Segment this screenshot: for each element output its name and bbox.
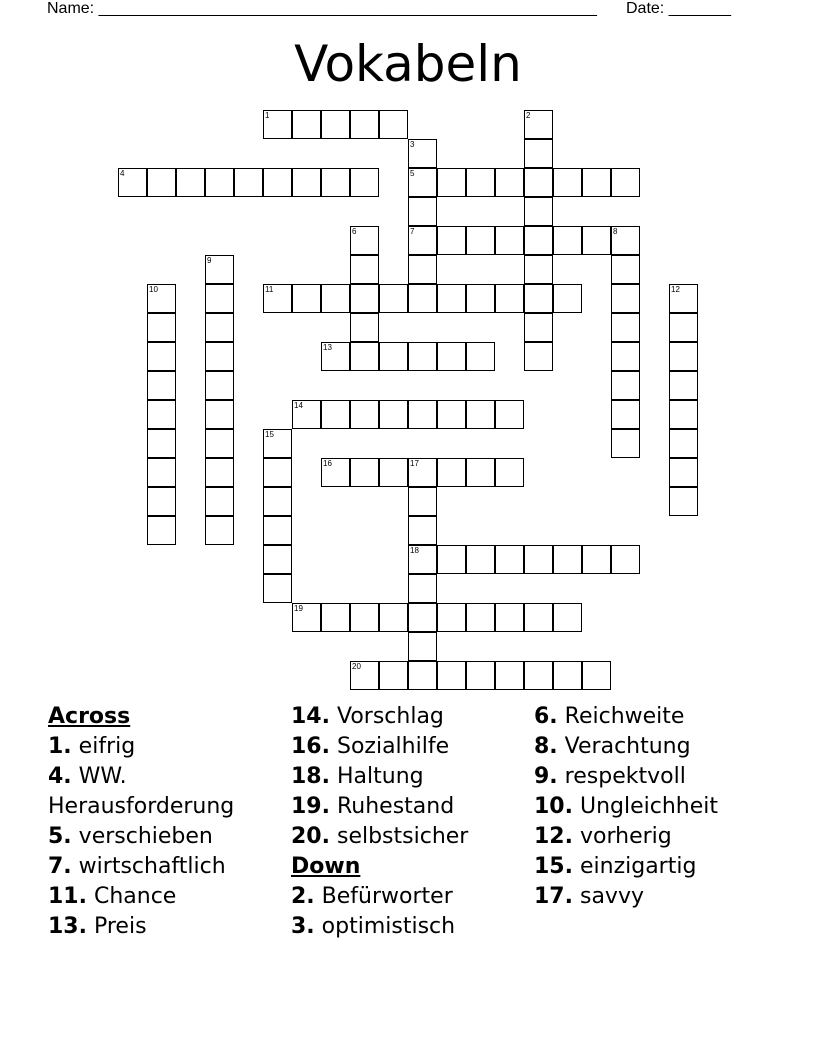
- clue-text: wirtschaftlich: [78, 854, 226, 879]
- cell-number: 11: [265, 285, 274, 294]
- cell-number: 12: [671, 285, 680, 294]
- clue-number: 15.: [534, 854, 573, 879]
- grid-cell[interactable]: [466, 284, 495, 313]
- cell-number: 6: [352, 227, 357, 236]
- clue-number: 6.: [534, 704, 558, 729]
- clue-item: [534, 762, 718, 792]
- grid-cell[interactable]: [437, 545, 466, 574]
- grid-cell[interactable]: [350, 661, 379, 690]
- grid-cell[interactable]: [379, 458, 408, 487]
- clue-text: vorherig: [579, 824, 672, 849]
- clue-text: Chance: [93, 884, 177, 909]
- grid-cell[interactable]: [582, 226, 611, 255]
- grid-cell[interactable]: [669, 487, 698, 516]
- grid-cell[interactable]: [524, 284, 553, 313]
- clue-text: Preis: [93, 914, 147, 939]
- grid-cell[interactable]: [321, 110, 350, 139]
- grid-cell[interactable]: [408, 342, 437, 371]
- clue-number: 20.: [291, 824, 330, 849]
- clue-text: Ungleichheit: [579, 794, 719, 819]
- grid-cell[interactable]: [350, 284, 379, 313]
- grid-cell[interactable]: [350, 400, 379, 429]
- grid-cell[interactable]: [611, 226, 640, 255]
- grid-cell[interactable]: [263, 487, 292, 516]
- grid-cell[interactable]: [292, 168, 321, 197]
- grid-cell[interactable]: [350, 226, 379, 255]
- clue-item: [534, 852, 718, 882]
- grid-cell[interactable]: [524, 139, 553, 168]
- clue-number: 16.: [291, 734, 330, 759]
- grid-cell[interactable]: [466, 226, 495, 255]
- clue-number: 2.: [291, 884, 315, 909]
- grid-cell[interactable]: [611, 371, 640, 400]
- cell-number: 13: [323, 343, 332, 352]
- grid-cell[interactable]: [466, 168, 495, 197]
- grid-cell[interactable]: [350, 110, 379, 139]
- clue-item: [534, 702, 718, 732]
- grid-cell[interactable]: [147, 168, 176, 197]
- grid-cell[interactable]: [466, 400, 495, 429]
- grid-cell[interactable]: [263, 284, 292, 313]
- grid-cell[interactable]: [437, 284, 466, 313]
- grid-cell[interactable]: [350, 255, 379, 284]
- grid-cell[interactable]: [408, 545, 437, 574]
- cell-number: 1: [265, 111, 270, 120]
- clue-item: [534, 732, 718, 762]
- grid-cell[interactable]: [669, 342, 698, 371]
- grid-cell[interactable]: [437, 661, 466, 690]
- grid-cell[interactable]: [611, 313, 640, 342]
- grid-cell[interactable]: [553, 545, 582, 574]
- clue-item: [534, 822, 718, 852]
- grid-cell[interactable]: [466, 342, 495, 371]
- clue-number: 1.: [48, 734, 72, 759]
- grid-cell[interactable]: [147, 284, 176, 313]
- clue-number: 11.: [48, 884, 87, 909]
- grid-cell[interactable]: [205, 255, 234, 284]
- grid-cell[interactable]: [205, 516, 234, 545]
- grid-cell[interactable]: [669, 313, 698, 342]
- grid-cell[interactable]: [582, 168, 611, 197]
- grid-cell[interactable]: [205, 458, 234, 487]
- grid-cell[interactable]: [437, 342, 466, 371]
- grid-cell[interactable]: [611, 400, 640, 429]
- grid-cell[interactable]: [205, 371, 234, 400]
- grid-cell[interactable]: [524, 226, 553, 255]
- down-heading: Down: [291, 854, 361, 879]
- grid-cell[interactable]: [321, 168, 350, 197]
- clue-number: 12.: [534, 824, 573, 849]
- grid-cell[interactable]: [176, 168, 205, 197]
- grid-cell[interactable]: [495, 284, 524, 313]
- grid-cell[interactable]: [408, 574, 437, 603]
- grid-cell[interactable]: [263, 516, 292, 545]
- grid-cell[interactable]: [234, 168, 263, 197]
- cell-number: 17: [410, 459, 419, 468]
- grid-cell[interactable]: [263, 458, 292, 487]
- grid-cell[interactable]: [350, 458, 379, 487]
- clue-number: 5.: [48, 824, 72, 849]
- grid-cell[interactable]: [263, 168, 292, 197]
- grid-cell[interactable]: [495, 661, 524, 690]
- grid-cell[interactable]: [408, 632, 437, 661]
- grid-cell[interactable]: [611, 284, 640, 313]
- clue-column-3: [534, 702, 718, 912]
- grid-cell[interactable]: [437, 168, 466, 197]
- grid-cell[interactable]: [553, 284, 582, 313]
- clue-number: 8.: [534, 734, 558, 759]
- cell-number: 7: [410, 227, 415, 236]
- clue-text: Vorschlag: [336, 704, 444, 729]
- clue-number: 19.: [291, 794, 330, 819]
- grid-cell[interactable]: [147, 429, 176, 458]
- clue-item: [48, 852, 234, 882]
- grid-cell[interactable]: [611, 168, 640, 197]
- cell-number: 9: [207, 256, 212, 265]
- clue-text: Haltung: [336, 764, 424, 789]
- clue-text: Ruhestand: [336, 794, 455, 819]
- clue-item: [291, 732, 468, 762]
- grid-cell[interactable]: [408, 487, 437, 516]
- grid-cell[interactable]: [495, 168, 524, 197]
- grid-cell[interactable]: [466, 603, 495, 632]
- grid-cell[interactable]: [524, 603, 553, 632]
- clue-item: [48, 762, 234, 792]
- grid-cell[interactable]: [524, 342, 553, 371]
- grid-cell[interactable]: [118, 168, 147, 197]
- name-label: Name: ________________________________________________________: [47, 0, 597, 17]
- grid-cell[interactable]: [611, 255, 640, 284]
- date-label: Date: _______: [626, 0, 731, 17]
- cell-number: 10: [149, 285, 158, 294]
- grid-cell[interactable]: [321, 342, 350, 371]
- cell-number: 15: [265, 430, 274, 439]
- grid-cell[interactable]: [292, 603, 321, 632]
- clue-number: 3.: [291, 914, 315, 939]
- grid-cell[interactable]: [408, 400, 437, 429]
- grid-cell[interactable]: [263, 110, 292, 139]
- grid-cell[interactable]: [408, 197, 437, 226]
- grid-cell[interactable]: [437, 226, 466, 255]
- clue-number: 13.: [48, 914, 87, 939]
- clue-text: Reichweite: [564, 704, 685, 729]
- grid-cell[interactable]: [147, 313, 176, 342]
- clue-text: Sozialhilfe: [336, 734, 450, 759]
- grid-cell[interactable]: [408, 255, 437, 284]
- grid-cell[interactable]: [147, 458, 176, 487]
- grid-cell[interactable]: [553, 226, 582, 255]
- clue-item: [48, 882, 234, 912]
- clue-item: [291, 882, 468, 912]
- grid-cell[interactable]: [524, 255, 553, 284]
- clue-item: [534, 792, 718, 822]
- grid-cell[interactable]: [669, 371, 698, 400]
- clue-item: [291, 702, 468, 732]
- grid-cell[interactable]: [611, 545, 640, 574]
- cell-number: 19: [294, 604, 303, 613]
- clue-item: [291, 912, 468, 942]
- clue-column-2: [291, 702, 468, 942]
- grid-cell[interactable]: [321, 400, 350, 429]
- grid-cell[interactable]: [263, 574, 292, 603]
- grid-cell[interactable]: [408, 603, 437, 632]
- grid-cell[interactable]: [495, 545, 524, 574]
- grid-cell[interactable]: [408, 226, 437, 255]
- grid-cell[interactable]: [321, 458, 350, 487]
- cell-number: 18: [410, 546, 419, 555]
- clue-item: [291, 822, 468, 852]
- cell-number: 20: [352, 662, 361, 671]
- grid-cell[interactable]: [408, 661, 437, 690]
- grid-cell[interactable]: [495, 458, 524, 487]
- clue-text: eifrig: [78, 734, 136, 759]
- cell-number: 8: [613, 227, 618, 236]
- grid-cell[interactable]: [205, 342, 234, 371]
- cell-number: 5: [410, 169, 415, 178]
- grid-cell[interactable]: [379, 603, 408, 632]
- grid-cell[interactable]: [205, 313, 234, 342]
- clue-text: selbstsicher: [336, 824, 469, 849]
- clue-text: optimistisch: [321, 914, 456, 939]
- grid-cell[interactable]: [524, 545, 553, 574]
- grid-cell[interactable]: [553, 168, 582, 197]
- grid-cell[interactable]: [437, 400, 466, 429]
- grid-cell[interactable]: [147, 371, 176, 400]
- grid-cell[interactable]: [205, 400, 234, 429]
- grid-cell[interactable]: [350, 342, 379, 371]
- clue-text: Befürworter: [321, 884, 453, 909]
- clue-text: einzigartig: [579, 854, 697, 879]
- clue-item: [291, 792, 468, 822]
- grid-cell[interactable]: [263, 429, 292, 458]
- clue-column-1: [48, 702, 234, 942]
- grid-cell[interactable]: [292, 284, 321, 313]
- grid-cell[interactable]: [379, 284, 408, 313]
- grid-cell[interactable]: [524, 313, 553, 342]
- grid-cell[interactable]: [321, 603, 350, 632]
- clue-item: [48, 912, 234, 942]
- grid-cell[interactable]: [379, 110, 408, 139]
- cell-number: 2: [526, 111, 531, 120]
- clue-text: respektvoll: [564, 764, 686, 789]
- clue-number: 14.: [291, 704, 330, 729]
- clue-text: Verachtung: [564, 734, 691, 759]
- grid-cell[interactable]: [669, 400, 698, 429]
- grid-cell[interactable]: [379, 661, 408, 690]
- cell-number: 3: [410, 140, 415, 149]
- grid-cell[interactable]: [379, 400, 408, 429]
- clue-item: [291, 762, 468, 792]
- clue-number: 10.: [534, 794, 573, 819]
- clue-item: [48, 732, 234, 762]
- grid-cell[interactable]: [379, 342, 408, 371]
- grid-cell[interactable]: [408, 139, 437, 168]
- clue-number: 17.: [534, 884, 573, 909]
- grid-cell[interactable]: [611, 342, 640, 371]
- clue-number: 18.: [291, 764, 330, 789]
- grid-cell[interactable]: [292, 110, 321, 139]
- page-title: Vokabeln: [294, 35, 522, 93]
- grid-cell[interactable]: [147, 400, 176, 429]
- grid-cell[interactable]: [205, 168, 234, 197]
- grid-cell[interactable]: [408, 516, 437, 545]
- grid-cell[interactable]: [147, 342, 176, 371]
- grid-cell[interactable]: [263, 545, 292, 574]
- grid-cell[interactable]: [350, 603, 379, 632]
- grid-cell[interactable]: [321, 284, 350, 313]
- clue-number: 4.: [48, 764, 72, 789]
- grid-cell[interactable]: [408, 168, 437, 197]
- grid-cell[interactable]: [437, 603, 466, 632]
- grid-cell[interactable]: [408, 284, 437, 313]
- grid-cell[interactable]: [466, 661, 495, 690]
- grid-cell[interactable]: [582, 661, 611, 690]
- grid-cell[interactable]: [669, 429, 698, 458]
- clue-item: [534, 882, 718, 912]
- grid-cell[interactable]: [611, 429, 640, 458]
- grid-cell[interactable]: [466, 545, 495, 574]
- clue-text: savvy: [579, 884, 644, 909]
- grid-cell[interactable]: [350, 313, 379, 342]
- grid-cell[interactable]: [437, 458, 466, 487]
- grid-cell[interactable]: [669, 458, 698, 487]
- grid-cell[interactable]: [147, 487, 176, 516]
- grid-cell[interactable]: [205, 429, 234, 458]
- grid-cell[interactable]: [350, 168, 379, 197]
- across-heading: Across: [48, 704, 131, 729]
- grid-cell[interactable]: [669, 284, 698, 313]
- grid-cell[interactable]: [205, 487, 234, 516]
- clue-text: verschieben: [78, 824, 213, 849]
- grid-cell[interactable]: [495, 226, 524, 255]
- clue-number: 9.: [534, 764, 558, 789]
- grid-cell[interactable]: [495, 400, 524, 429]
- clue-number: 7.: [48, 854, 72, 879]
- grid-cell[interactable]: [495, 603, 524, 632]
- grid-cell[interactable]: [408, 458, 437, 487]
- grid-cell[interactable]: [292, 400, 321, 429]
- grid-cell[interactable]: [524, 168, 553, 197]
- grid-cell[interactable]: [524, 197, 553, 226]
- clue-item-continuation: Herausforderung: [48, 794, 235, 819]
- grid-cell[interactable]: [553, 603, 582, 632]
- cell-number: 14: [294, 401, 303, 410]
- grid-cell[interactable]: [553, 661, 582, 690]
- grid-cell[interactable]: [524, 661, 553, 690]
- grid-cell[interactable]: [205, 284, 234, 313]
- grid-cell[interactable]: [466, 458, 495, 487]
- grid-cell[interactable]: [524, 110, 553, 139]
- grid-cell[interactable]: [582, 545, 611, 574]
- grid-cell[interactable]: [147, 516, 176, 545]
- cell-number: 16: [323, 459, 332, 468]
- clue-text: WW.: [78, 764, 127, 789]
- cell-number: 4: [120, 169, 125, 178]
- clue-item: [48, 822, 234, 852]
